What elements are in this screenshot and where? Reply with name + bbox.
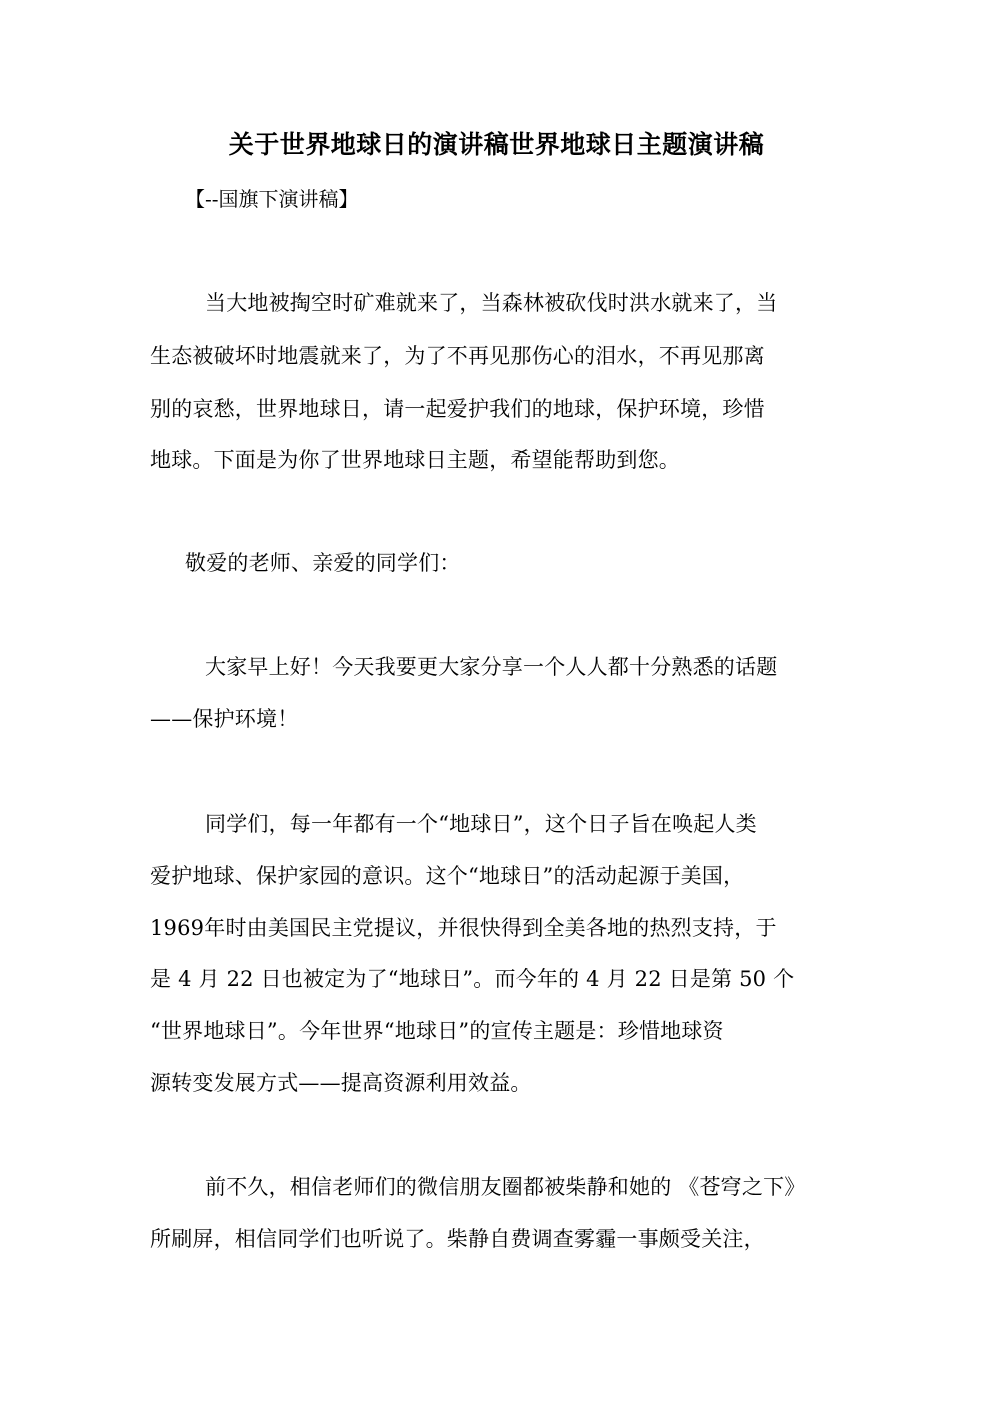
intro-line-1: 当大地被掏空时矿难就来了，当森林被砍伐时洪水就来了，当 [205,291,778,315]
intro-line-2: 生态被破坏时地震就来了，为了不再见那伤心的泪水，不再见那离 [150,344,765,368]
intro-line-3: 别的哀愁，世界地球日，请一起爱护我们的地球，保护环境，珍惜 [150,397,765,421]
paragraph1-line-1: 大家早上好！今天我要更大家分享一个人人都十分熟悉的话题 [205,655,778,679]
document-title: 关于世界地球日的演讲稿世界地球日主题演讲稿 [228,130,765,159]
paragraph2-line-1: 同学们，每一年都有一个“地球日”，这个日子旨在唤起人类 [205,812,757,836]
paragraph1-line-2: ——保护环境！ [150,707,299,731]
paragraph3-line-2: 所刷屏，相信同学们也听说了。柴静自费调查雾霾一事颇受关注， [150,1227,765,1251]
paragraph2-line-3: 1969年时由美国民主党提议，并很快得到全美各地的热烈支持，于 [150,916,777,940]
intro-line-4: 地球。下面是为你了世界地球日主题，希望能帮助到您。 [150,448,680,472]
greeting-line: 敬爱的老师、亲爱的同学们： [185,551,461,575]
document-subtitle: 【--国旗下演讲稿】 [185,187,359,211]
paragraph2-line-5: “世界地球日”。今年世界“地球日”的宣传主题是：珍惜地球资 [150,1019,724,1043]
paragraph2-line-6: 源转变发展方式——提高资源利用效益。 [150,1071,532,1095]
paragraph3-line-1: 前不久，相信老师们的微信朋友圈都被柴静和她的 《苍穹之下》 [205,1175,806,1199]
paragraph2-line-2: 爱护地球、保护家园的意识。这个“地球日”的活动起源于美国， [150,864,745,888]
paragraph2-line-4: 是 4 月 22 日也被定为了“地球日”。而今年的 4 月 22 日是第 50 个 [150,967,795,991]
